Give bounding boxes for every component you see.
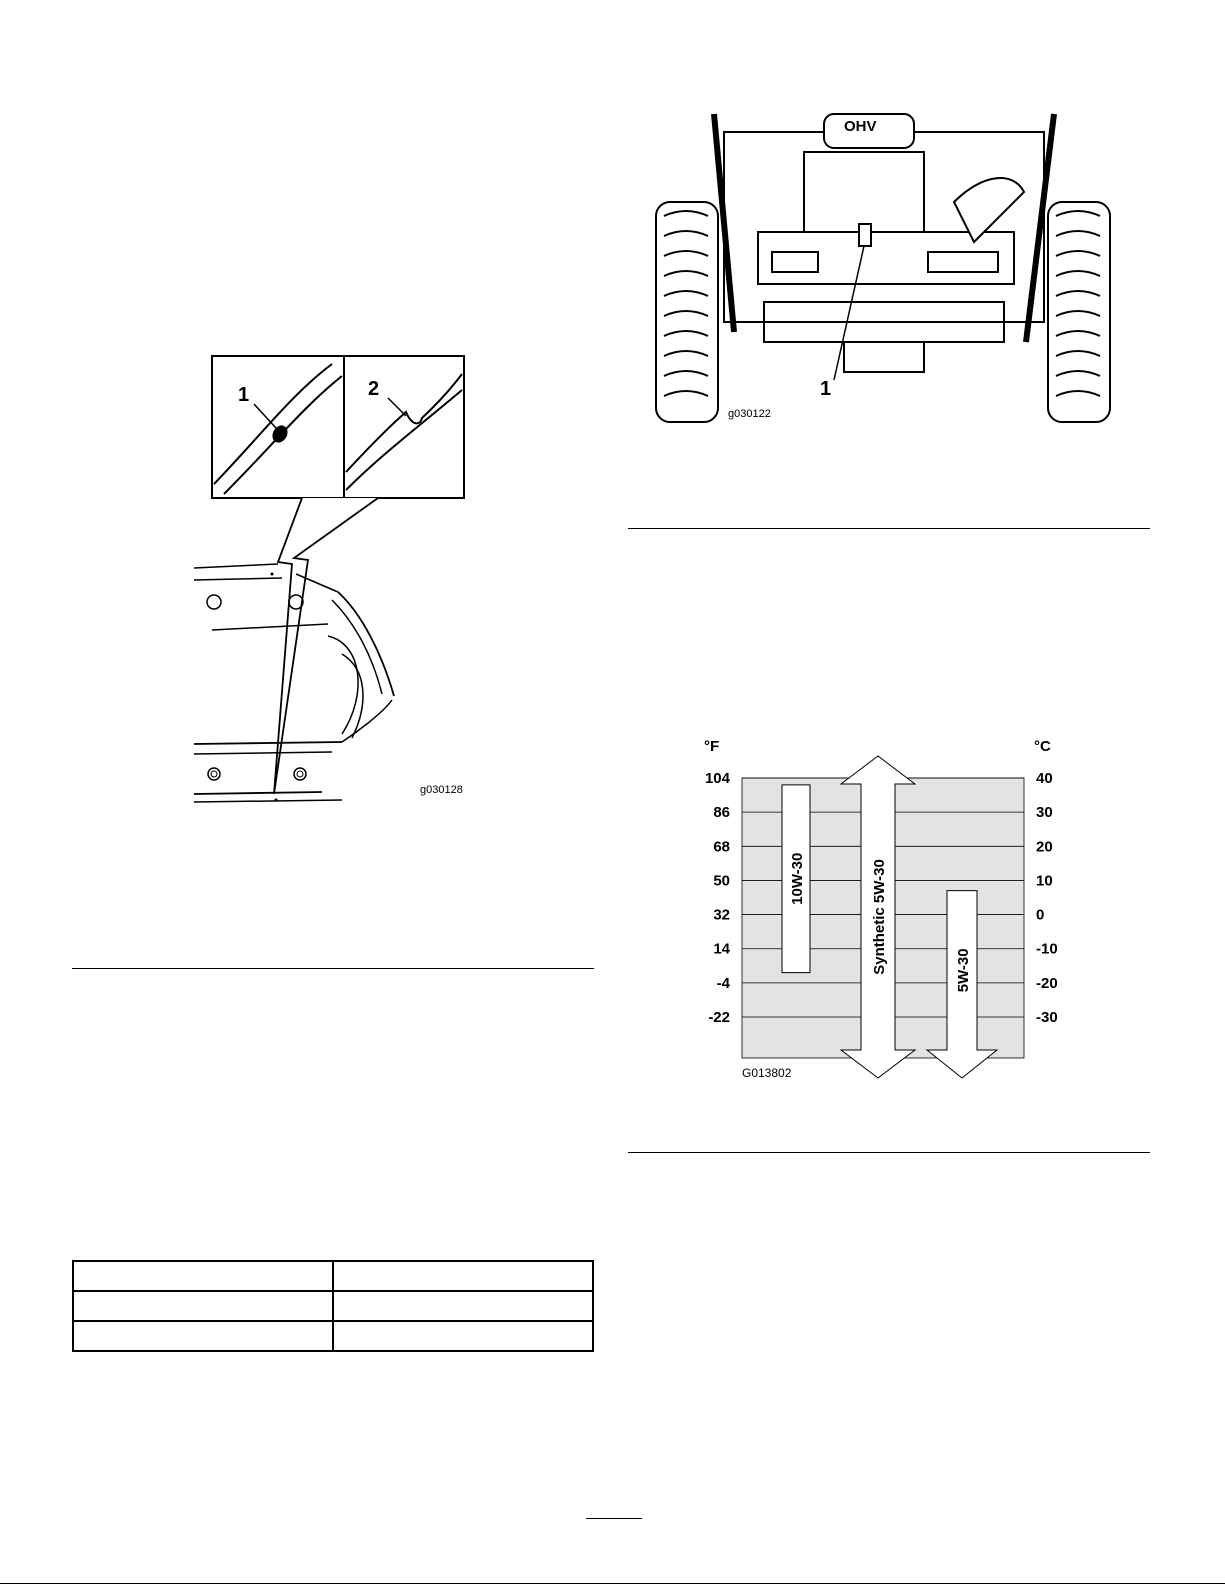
series-label: 5W-30 bbox=[955, 948, 972, 993]
right-tick-label: 20 bbox=[1036, 838, 1053, 856]
table-row bbox=[73, 1291, 593, 1321]
table-row bbox=[73, 1321, 593, 1351]
wear-indicator-figure bbox=[192, 354, 472, 814]
engine-label: OHV bbox=[844, 118, 877, 135]
table-cell bbox=[73, 1261, 333, 1291]
right-tick-label: 10 bbox=[1036, 872, 1053, 890]
table-row bbox=[73, 1261, 593, 1291]
oil-viscosity-chart-svg bbox=[700, 738, 1080, 1088]
oil-fill-drawing bbox=[654, 112, 1114, 436]
right-tick-label: -20 bbox=[1036, 974, 1058, 992]
figure-id: g030122 bbox=[728, 408, 771, 420]
table-cell bbox=[333, 1321, 593, 1351]
right-tick-label: 0 bbox=[1036, 906, 1045, 924]
left-unit-label: °F bbox=[704, 738, 720, 755]
left-tick-label: 104 bbox=[704, 770, 730, 787]
rule-left-1 bbox=[72, 968, 594, 969]
left-tick-label: -4 bbox=[716, 974, 730, 992]
page-bottom-rule bbox=[0, 1583, 1225, 1584]
right-unit-label: °C bbox=[1034, 738, 1051, 755]
callout-2: 2 bbox=[368, 378, 380, 400]
left-tick-label: 32 bbox=[713, 906, 730, 924]
left-tick-label: 50 bbox=[713, 872, 730, 890]
table-cell bbox=[333, 1291, 593, 1321]
series-label: 10W-30 bbox=[789, 852, 806, 905]
wear-indicator-drawing bbox=[192, 354, 472, 814]
right-tick-label: -10 bbox=[1036, 940, 1058, 958]
figure-id: G013802 bbox=[742, 1066, 792, 1080]
left-tick-label: 14 bbox=[713, 940, 730, 958]
right-tick-label: -30 bbox=[1036, 1009, 1058, 1027]
left-tick-label: -22 bbox=[708, 1009, 730, 1027]
right-tick-label: 40 bbox=[1036, 770, 1053, 787]
oil-fill-figure bbox=[654, 112, 1114, 436]
table-cell bbox=[73, 1321, 333, 1351]
left-tick-label: 86 bbox=[713, 804, 730, 822]
figure-id: g030128 bbox=[420, 784, 463, 796]
callout-1: 1 bbox=[820, 378, 832, 400]
rule-right-2 bbox=[628, 1152, 1150, 1153]
table-cell bbox=[73, 1291, 333, 1321]
rule-right-1 bbox=[628, 528, 1150, 529]
oil-viscosity-chart bbox=[700, 738, 1080, 1088]
right-tick-label: 30 bbox=[1036, 804, 1053, 822]
series-label: Synthetic 5W-30 bbox=[871, 859, 888, 975]
table-cell bbox=[333, 1261, 593, 1291]
left-tick-label: 68 bbox=[713, 838, 730, 856]
callout-1: 1 bbox=[238, 384, 250, 406]
spec-table bbox=[72, 1260, 594, 1352]
page-number-rule bbox=[586, 1518, 642, 1519]
